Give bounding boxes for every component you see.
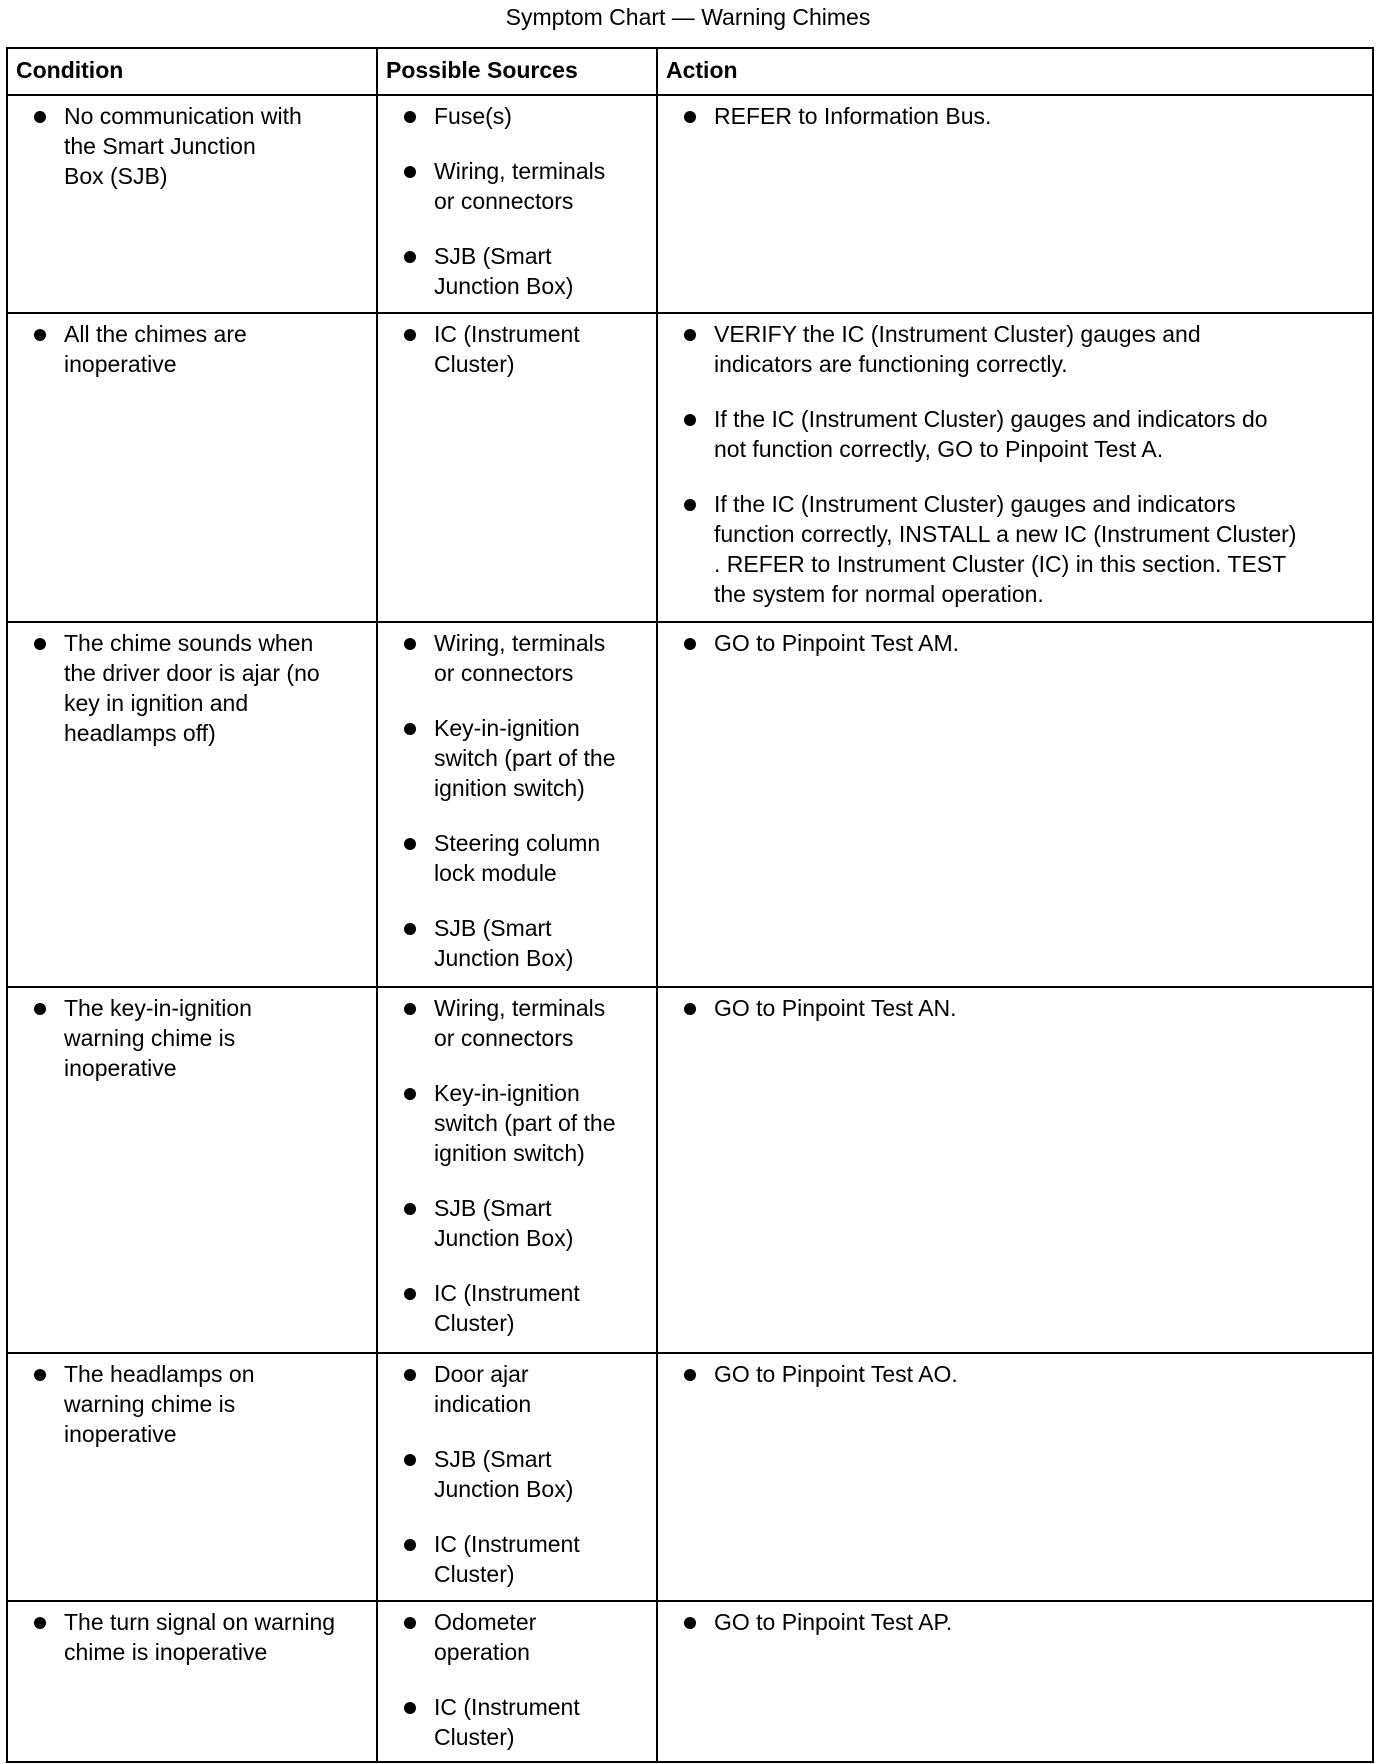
possible-sources-cell — [377, 95, 657, 313]
condition-cell — [7, 622, 377, 987]
bullet-list — [8, 1607, 368, 1667]
bullet-list — [658, 1359, 1364, 1389]
bullet-text: GO to Pinpoint Test AP. — [714, 1609, 953, 1635]
action-cell — [657, 987, 1373, 1353]
bullet-item — [658, 101, 1364, 131]
table-row — [7, 1601, 1373, 1762]
possible-sources-cell — [377, 987, 657, 1353]
bullet-list — [378, 319, 648, 379]
bullet-list — [8, 319, 368, 379]
table-row — [7, 313, 1373, 622]
bullet-text: GO to Pinpoint Test AO. — [714, 1361, 958, 1387]
bullet-text: Door ajar indication — [434, 1361, 532, 1417]
bullet-item — [658, 993, 1364, 1023]
bullet-text: Key-in-ignition switch (part of the ignition switch) — [434, 1080, 616, 1166]
bullet-item — [378, 913, 648, 973]
bullet-item — [658, 489, 1364, 609]
bullet-list — [658, 1607, 1364, 1637]
bullet-item — [378, 713, 648, 803]
bullet-item — [378, 241, 648, 301]
bullet-text: Steering column lock module — [434, 830, 601, 886]
header-condition: Condition — [7, 48, 377, 95]
bullet-item — [658, 404, 1364, 464]
condition-cell — [7, 987, 377, 1353]
bullet-item — [658, 1607, 1364, 1637]
bullet-text: IC (Instrument Cluster) — [434, 1280, 580, 1336]
bullet-item — [8, 1607, 368, 1667]
bullet-text: Wiring, terminals or connectors — [434, 995, 606, 1051]
possible-sources-cell — [377, 1601, 657, 1762]
bullet-text: SJB (Smart Junction Box) — [434, 1195, 574, 1251]
table-row — [7, 987, 1373, 1353]
bullet-list — [8, 993, 368, 1083]
bullet-item — [378, 319, 648, 379]
bullet-item — [378, 828, 648, 888]
bullet-text: Wiring, terminals or connectors — [434, 630, 606, 686]
bullet-list — [378, 628, 648, 973]
action-cell — [657, 622, 1373, 987]
header-possible-sources: Possible Sources — [377, 48, 657, 95]
condition-cell — [7, 95, 377, 313]
bullet-text: IC (Instrument Cluster) — [434, 1694, 580, 1750]
bullet-item — [658, 628, 1364, 658]
bullet-item — [8, 101, 368, 191]
bullet-text: Wiring, terminals or connectors — [434, 158, 606, 214]
action-cell — [657, 95, 1373, 313]
table-row — [7, 1353, 1373, 1601]
bullet-text: The turn signal on warning chime is inoperative — [64, 1609, 336, 1665]
bullet-text: SJB (Smart Junction Box) — [434, 915, 574, 971]
action-cell — [657, 1601, 1373, 1762]
bullet-item — [8, 1359, 368, 1449]
possible-sources-cell — [377, 1353, 657, 1601]
action-cell — [657, 313, 1373, 622]
bullet-item — [378, 1193, 648, 1253]
table-row — [7, 95, 1373, 313]
header-row — [7, 48, 1373, 95]
bullet-text: The key-in-ignition warning chime is inoperative — [64, 995, 252, 1081]
bullet-item — [378, 1278, 648, 1338]
bullet-list — [658, 319, 1364, 609]
bullet-item — [8, 628, 368, 748]
bullet-text: GO to Pinpoint Test AM. — [714, 630, 960, 656]
bullet-text: VERIFY the IC (Instrument Cluster) gauges and indicators are functioning correctly. — [714, 321, 1201, 377]
bullet-text: Key-in-ignition switch (part of the ignition switch) — [434, 715, 616, 801]
condition-cell — [7, 313, 377, 622]
bullet-item — [378, 1359, 648, 1419]
condition-cell — [7, 1353, 377, 1601]
bullet-list — [658, 628, 1364, 658]
chart-body — [7, 95, 1373, 1762]
table-row — [7, 622, 1373, 987]
bullet-text: The chime sounds when the driver door is ajar (no key in ignition and headlamps off) — [64, 630, 320, 746]
possible-sources-cell — [377, 622, 657, 987]
possible-sources-cell — [377, 313, 657, 622]
bullet-item — [378, 101, 648, 131]
bullet-item — [378, 156, 648, 216]
bullet-list — [8, 101, 368, 191]
bullet-item — [8, 993, 368, 1083]
bullet-list — [658, 993, 1364, 1023]
bullet-item — [378, 1444, 648, 1504]
bullet-item — [658, 1359, 1364, 1389]
symptom-chart-table — [6, 47, 1374, 1763]
action-cell — [657, 1353, 1373, 1601]
bullet-text: REFER to Information Bus. — [714, 103, 992, 129]
bullet-item — [378, 1529, 648, 1589]
bullet-list — [658, 101, 1364, 131]
bullet-list — [378, 1607, 648, 1752]
bullet-list — [378, 1359, 648, 1589]
chart-caption: Symptom Chart — Warning Chimes — [505, 4, 871, 30]
bullet-list — [378, 993, 648, 1338]
bullet-text: If the IC (Instrument Cluster) gauges and indicators function correctly, INSTALL a new IC (Instrument Cluster) . REFER to Instrument Cluster (IC) in this section. TEST the system for normal operation. — [714, 491, 1297, 607]
bullet-item — [8, 319, 368, 379]
bullet-item — [378, 1607, 648, 1667]
bullet-text: The headlamps on warning chime is inoperative — [64, 1361, 255, 1447]
bullet-item — [378, 1078, 648, 1168]
bullet-list — [8, 1359, 368, 1449]
bullet-text: IC (Instrument Cluster) — [434, 321, 580, 377]
bullet-item — [378, 993, 648, 1053]
bullet-text: IC (Instrument Cluster) — [434, 1531, 580, 1587]
bullet-text: SJB (Smart Junction Box) — [434, 1446, 574, 1502]
bullet-item — [378, 628, 648, 688]
condition-cell — [7, 1601, 377, 1762]
bullet-item — [378, 1692, 648, 1752]
bullet-text: If the IC (Instrument Cluster) gauges and indicators do not function correctly, GO to Pinpoint Test A. — [714, 406, 1268, 462]
bullet-list — [378, 101, 648, 301]
bullet-text: Odometer operation — [434, 1609, 537, 1665]
bullet-text: Fuse(s) — [434, 103, 512, 129]
bullet-text: GO to Pinpoint Test AN. — [714, 995, 957, 1021]
bullet-list — [8, 628, 368, 748]
bullet-text: No communication with the Smart Junction Box (SJB) — [64, 103, 302, 189]
bullet-item — [658, 319, 1364, 379]
bullet-text: SJB (Smart Junction Box) — [434, 243, 574, 299]
header-action: Action — [657, 48, 1373, 95]
bullet-text: All the chimes are inoperative — [64, 321, 247, 377]
